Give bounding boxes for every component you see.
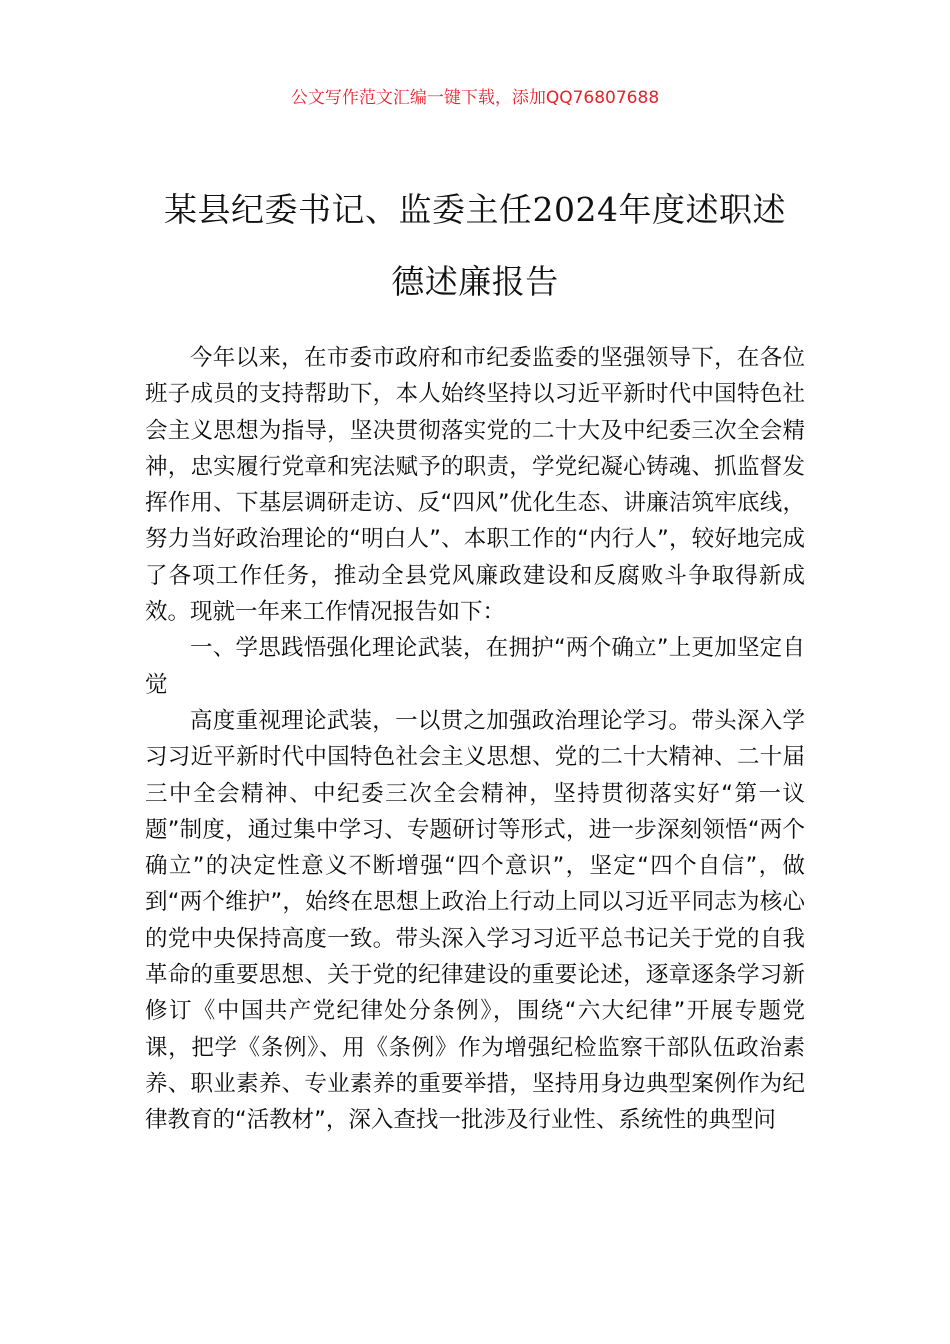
document-body: [145, 340, 805, 1139]
body-paragraph: 高度重视理论武装，一以贯之加强政治理论学习。带头深入学习习近平新时代中国特色社会主义思想、党的二十大精神、二十届三中全会精神、中纪委三次全会精神，坚持贯彻落实好“第一议题”制度，通过集中学习、专题研讨等形式，进一步深刻领悟“两个确立”的决定性意义不断增强“四个意识”，坚定“四个自信”，做到“两个维护”，始终在思想上政治上行动上同以习近平同志为核心的党中央保持高度一致。带头深入学习习近平总书记关于党的自我革命的重要思想、关于党的纪律建设的重要论述，逐章逐条学习新修订《中国共产党纪律处分条例》，围绕“六大纪律”开展专题党课，把学《条例》、用《条例》作为增强纪检监察干部队伍政治素养、职业素养、专业素养的重要举措，坚持用身边典型案例作为纪律教育的“活教材”，深入查找一批涉及行业性、系统性的典型问: [145, 707, 805, 1134]
title-line-1: 某县纪委书记、监委主任2024年度述职述: [164, 190, 786, 229]
section-heading-1: 一、学思践悟强化理论武装，在拥护“两个确立”上更加坚定自觉: [145, 635, 805, 698]
intro-paragraph: 今年以来，在市委市政府和市纪委监委的坚强领导下，在各位班子成员的支持帮助下，本人始终坚持以习近平新时代中国特色社会主义思想为指导，坚决贯彻落实党的二十大及中纪委三次全会精神，忠实履行党章和宪法赋予的职责，学党纪凝心铸魂、抓监督发挥作用、下基层调研走访、反“四风”优化生态、讲廉洁筑牢底线，努力当好政治理论的“明白人”、本职工作的“内行人”，较好地完成了各项工作任务，推动全县党风廉政建设和反腐败斗争取得新成效。现就一年来工作情况报告如下：: [145, 345, 805, 626]
document-title: [120, 174, 830, 318]
title-line-2: 德述廉报告: [391, 262, 559, 301]
download-notice: 公文写作范文汇编一键下载，添加QQ76807688: [290, 88, 660, 108]
